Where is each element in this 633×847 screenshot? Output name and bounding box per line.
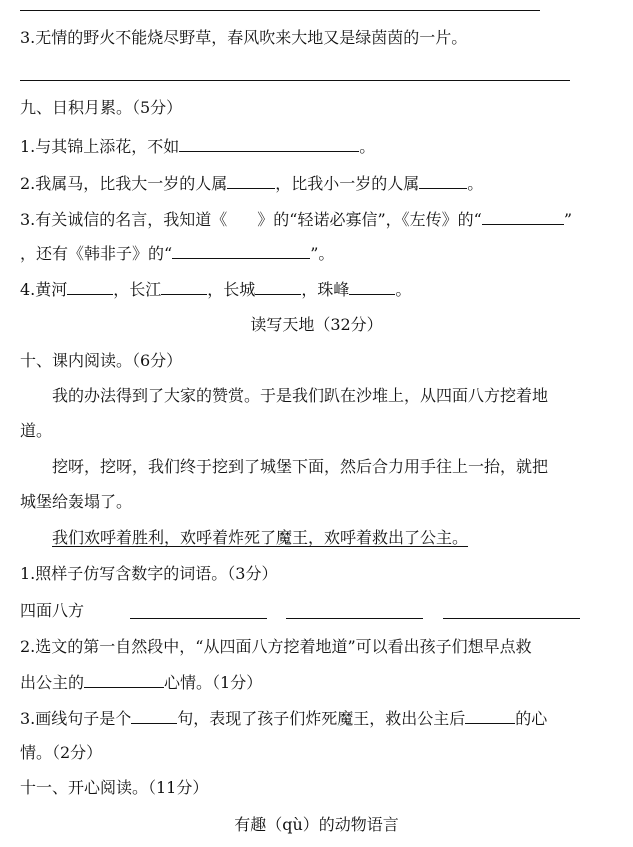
question-line [20,172,483,195]
question-text: 》的“轻诺必寡信”，《左传》的“ [257,210,482,229]
passage-text: 我的办法得到了大家的赞赏。于是我们趴在沙堆上，从四面八方挖着地 [52,386,549,405]
question-line [20,208,572,231]
passage-text: 道。 [20,421,53,440]
blank-line[interactable] [443,618,580,619]
blank-line[interactable] [84,671,164,688]
blank-line[interactable] [419,172,467,189]
question-text: 的心 [515,709,548,728]
blank-line[interactable] [255,278,301,295]
question-text: 。 [395,280,412,299]
question-text: 出公主的 [20,673,85,692]
part-title: 读写天地（32分） [250,315,383,334]
question-line [20,671,262,694]
blank-line[interactable] [172,242,310,259]
question-text: 句，表现了孩子们炸死魔王，救出公主后 [177,709,466,728]
question-text: 3.有关诚信的名言，我知道《 [20,210,228,229]
question-text: ，还有《韩非子》的“ [20,244,173,263]
question-text: 。 [467,174,484,193]
article-title: 有趣（qù）的动物语言 [234,815,399,834]
question-text: 心情。（1分） [164,673,263,692]
question-text: 3.画线句子是个 [20,709,132,728]
section-title: 十、课内阅读。（6分） [20,351,183,370]
blank-line[interactable] [131,707,177,724]
blank-line[interactable] [130,618,267,619]
blank-line[interactable] [465,707,515,724]
underlined-sentence: 我们欢呼着胜利，欢呼着炸死了魔王，欢呼着救出了公主。 [52,528,469,547]
question-line [20,135,375,158]
blank-line[interactable] [482,208,564,225]
blank-line[interactable] [286,618,423,619]
answer-line [20,80,570,81]
blank-line[interactable] [227,172,275,189]
question-text: 3.无情的野火不能烧尽野草，春风吹来大地又是绿茵茵的一片。 [20,28,468,47]
section-title: 十一、开心阅读。（11分） [20,778,209,797]
question-line [20,278,411,301]
question-text: ，长江 [113,280,162,299]
blank-line[interactable] [161,278,207,295]
question-text: 2.选文的第一自然段中，“从四面八方挖着地道”可以看出孩子们想早点救 [20,637,532,656]
blank-line[interactable] [179,135,359,152]
passage-text: 城堡给轰塌了。 [20,492,133,511]
question-text: 。 [359,137,376,156]
question-text: 4.黄河 [20,280,68,299]
passage-text: 挖呀，挖呀，我们终于挖到了城堡下面，然后合力用手往上一抬，就把 [52,457,549,476]
question-text: 1.照样子仿写含数字的词语。（3分） [20,564,278,583]
example-word: 四面八方 [20,601,85,620]
answer-line [20,10,540,11]
question-text: 2.我属马，比我大一岁的人属 [20,174,228,193]
blank-line[interactable] [349,278,395,295]
question-text: ，比我小一岁的人属 [275,174,420,193]
question-text: 1.与其锦上添花，不如 [20,137,180,156]
section-title: 九、日积月累。（5分） [20,98,183,117]
question-text: ，长城 [207,280,256,299]
question-text: ，珠峰 [301,280,350,299]
question-text: ” [563,210,573,229]
question-text: 情。（2分） [20,743,103,762]
question-text: ”。 [310,244,335,263]
question-line [20,242,334,265]
question-line [20,707,547,730]
blank-line[interactable] [67,278,113,295]
